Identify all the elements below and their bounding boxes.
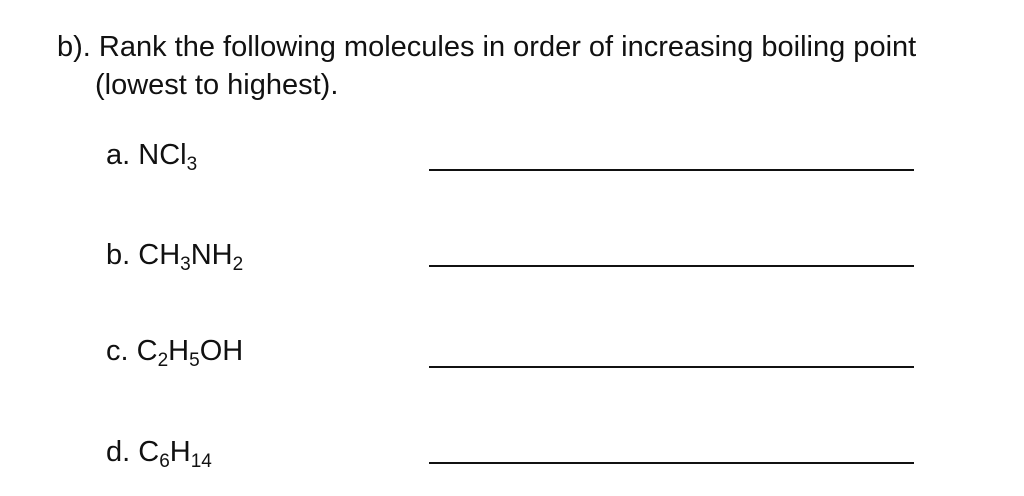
formula-text: C — [138, 436, 160, 468]
formula-text: CH — [138, 239, 181, 271]
question-prompt — [57, 28, 1007, 104]
item-d — [106, 434, 212, 470]
answer-blank-a[interactable] — [429, 169, 914, 171]
formula-subscript: 3 — [186, 154, 198, 175]
formula-subscript: 6 — [159, 451, 170, 472]
item-formula — [136, 335, 244, 371]
formula-subscript: 3 — [180, 254, 191, 275]
answer-blank-b[interactable] — [429, 265, 914, 267]
formula-subscript: 2 — [157, 350, 169, 371]
formula-text: C — [136, 335, 158, 367]
formula-text: H — [169, 436, 191, 468]
formula-subscript: 14 — [190, 451, 212, 472]
item-letter: c. — [106, 335, 129, 367]
item-formula — [138, 239, 244, 275]
item-formula — [138, 139, 198, 175]
formula-subscript: 2 — [232, 254, 244, 275]
answer-blank-d[interactable] — [429, 462, 914, 464]
item-letter: b. — [106, 239, 131, 271]
item-a — [106, 137, 197, 173]
item-c — [106, 333, 243, 369]
item-letter: a. — [106, 139, 131, 171]
question-line-2: (lowest to highest). — [95, 69, 339, 101]
formula-text: H — [168, 335, 190, 367]
item-formula — [138, 436, 212, 472]
formula-text: NCl — [138, 139, 187, 171]
item-letter: d. — [106, 436, 131, 468]
formula-text: NH — [190, 239, 233, 271]
formula-text: OH — [199, 335, 244, 367]
item-b — [106, 237, 243, 273]
answer-blank-c[interactable] — [429, 366, 914, 368]
question-line-1: b). Rank the following molecules in order of increasing boiling point — [57, 31, 917, 63]
formula-subscript: 5 — [189, 350, 200, 371]
